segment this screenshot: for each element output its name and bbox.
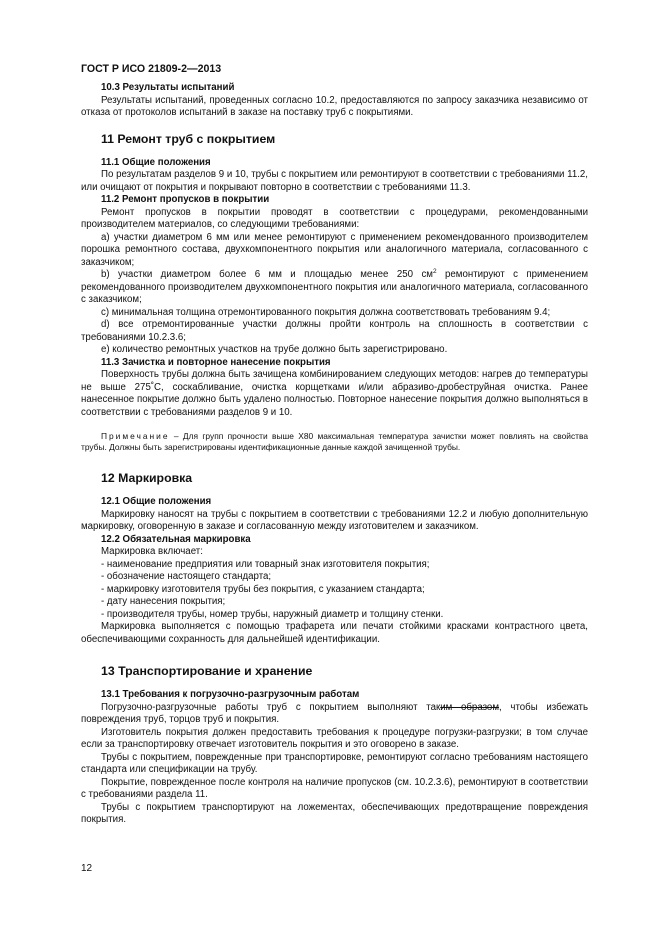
list-item-b [81,269,588,307]
note [81,431,588,453]
superscript-2: 2 [432,267,437,275]
page-body [81,82,588,827]
marking-list-item: - производителя трубы, номер трубы, наружный диаметр и толщину стенки. [101,608,444,620]
list-item-a: а) участки диаметром 6 мм или менее ремонтируют с применением рекомендованного производителем порошка ремонтного состава, двухкомпонентного покрытия или аналогичного материала, согласованного с заказчиком; [81,231,588,268]
section-12-2-paragraph: Маркировка выполняется с помощью трафарета или печати стойкими красками контрастного цвета, обеспечивающими сохранность для дальнейшей идентификации. [81,621,588,645]
section-12-heading: 12 Маркировка [101,471,193,485]
section-12-2-intro: Маркировка включает: [101,546,203,557]
marking-list-item: - наименование предприятия или товарный знак изготовителя покрытия; [101,558,430,570]
list-item-d: d) все отремонтированные участки должны пройти контроль на сплошность в соответствии с требованиями 10.2.3.6; [81,319,588,343]
section-11-1-paragraph: По результатам разделов 9 и 10, трубы с покрытием или ремонтируют в соответствии с требованиями 11.2, или очищают от покрытия и покрывают повторно в соответствии с требованиями 11.3. [81,169,588,193]
p1-post: , чтобы избежать повреждения труб, торцов труб и покрытия. [81,701,589,725]
section-13-1-paragraph-4: Покрытие, поврежденное после контроля на наличие пропусков (см. 10.2.3.6), ремонтируют в соответствии с требованиями раздела 11. [81,776,588,800]
section-13-1-paragraph-3: Трубы с покрытием, поврежденные при транспортировке, ремонтируют согласно требованиям настоящего стандарта или спецификации на трубу. [81,751,588,775]
standard-header: ГОСТ Р ИСО 21809-2—2013 [81,63,222,75]
section-11-3-paragraph: Поверхность трубы должна быть зачищена комбинированием следующих методов: нагрев до температуры не выше 275˚С, соскабливание, очистка корщетками и/или абразиво-дробеструйная очистка. Ранее нанесенное покрытие должно быть удалено полностью. Повторное нанесение покрытия должно выполняться в соответствии с требованиями разделов 9 и 10. [81,369,588,418]
struck-text: им образом [440,701,499,713]
list-item-b-pre: b) участки диаметром более 6 мм и площадью менее 250 см [101,269,433,280]
section-10-3-title: 10.3 Результаты испытаний [101,82,235,93]
list-item-c: с) минимальная толщина отремонтированного покрытия должна соответствовать требованиям 9.4; [101,306,551,318]
section-11-2-paragraph: Ремонт пропусков в покрытии проводят в соответствии с процедурами, рекомендованными производителем материалов, со следующими требованиями: [81,206,588,230]
list-item-e: е) количество ремонтных участков на трубе должно быть зарегистрировано. [101,344,448,355]
list-item-b-post: ремонтируют с применением рекомендованного производителем двухкомпонентного покрытия или аналогичного материала, согласованного с заказчиком; [81,269,588,305]
marking-list-item: - обозначение настоящего стандарта; [101,571,272,582]
section-11-3-title: 11.3 Зачистка и повторное нанесение покрытия [101,356,331,368]
p1-pre: Погрузочно-разгрузочные работы труб с покрытием выполняют так [101,701,441,713]
section-13-1-paragraph-5: Трубы с покрытием транспортируют на ложементах, обеспечивающих предотвращение повреждения покрытия. [81,801,588,825]
section-13-heading: 13 Транспортирование и хранение [101,664,313,678]
section-10-3-paragraph: Результаты испытаний, проведенных согласно 10.2, предоставляются по запросу заказчика независимо от отказа от протоколов испытаний в заказе на поставку труб с покрытиями. [81,94,588,118]
marking-list-item: - маркировку изготовителя трубы без покрытия, с указанием стандарта; [101,583,425,595]
section-12-1-title: 12.1 Общие положения [101,496,212,507]
note-label: Примечание [101,431,170,441]
section-13-1-paragraph-2: Изготовитель покрытия должен предоставить требования к процедуре погрузки-разгрузки; в том случае если за транспортировку отвечает изготовитель покрытия и это оговорено в заказе. [81,726,588,750]
section-13-1-paragraph-1 [81,702,588,727]
section-13-1-title: 13.1 Требования к погрузочно-разгрузочным работам [101,689,360,700]
section-12-2-title: 12.2 Обязательная маркировка [101,533,251,545]
section-11-2-title: 11.2 Ремонт пропусков в покрытии [101,194,270,205]
section-11-heading: 11 Ремонт труб с покрытием [101,131,276,146]
section-11-1-title: 11.1 Общие положения [101,156,211,168]
marking-list-item: - дату нанесения покрытия; [101,596,226,607]
section-12-1-paragraph: Маркировку наносят на трубы с покрытием в соответствии с требованиями 12.2 и любую дополнительную маркировку, оговоренную в заказе и согласованную между изготовителем и заказчиком. [81,508,588,532]
page-number: 12 [81,863,93,874]
note-text: – Для групп прочности выше Х80 максимальная температура зачистки может повлиять на свойства трубы. Должны быть зарегистрированы идентификационные данные каждой зачищенной трубы. [81,431,588,452]
